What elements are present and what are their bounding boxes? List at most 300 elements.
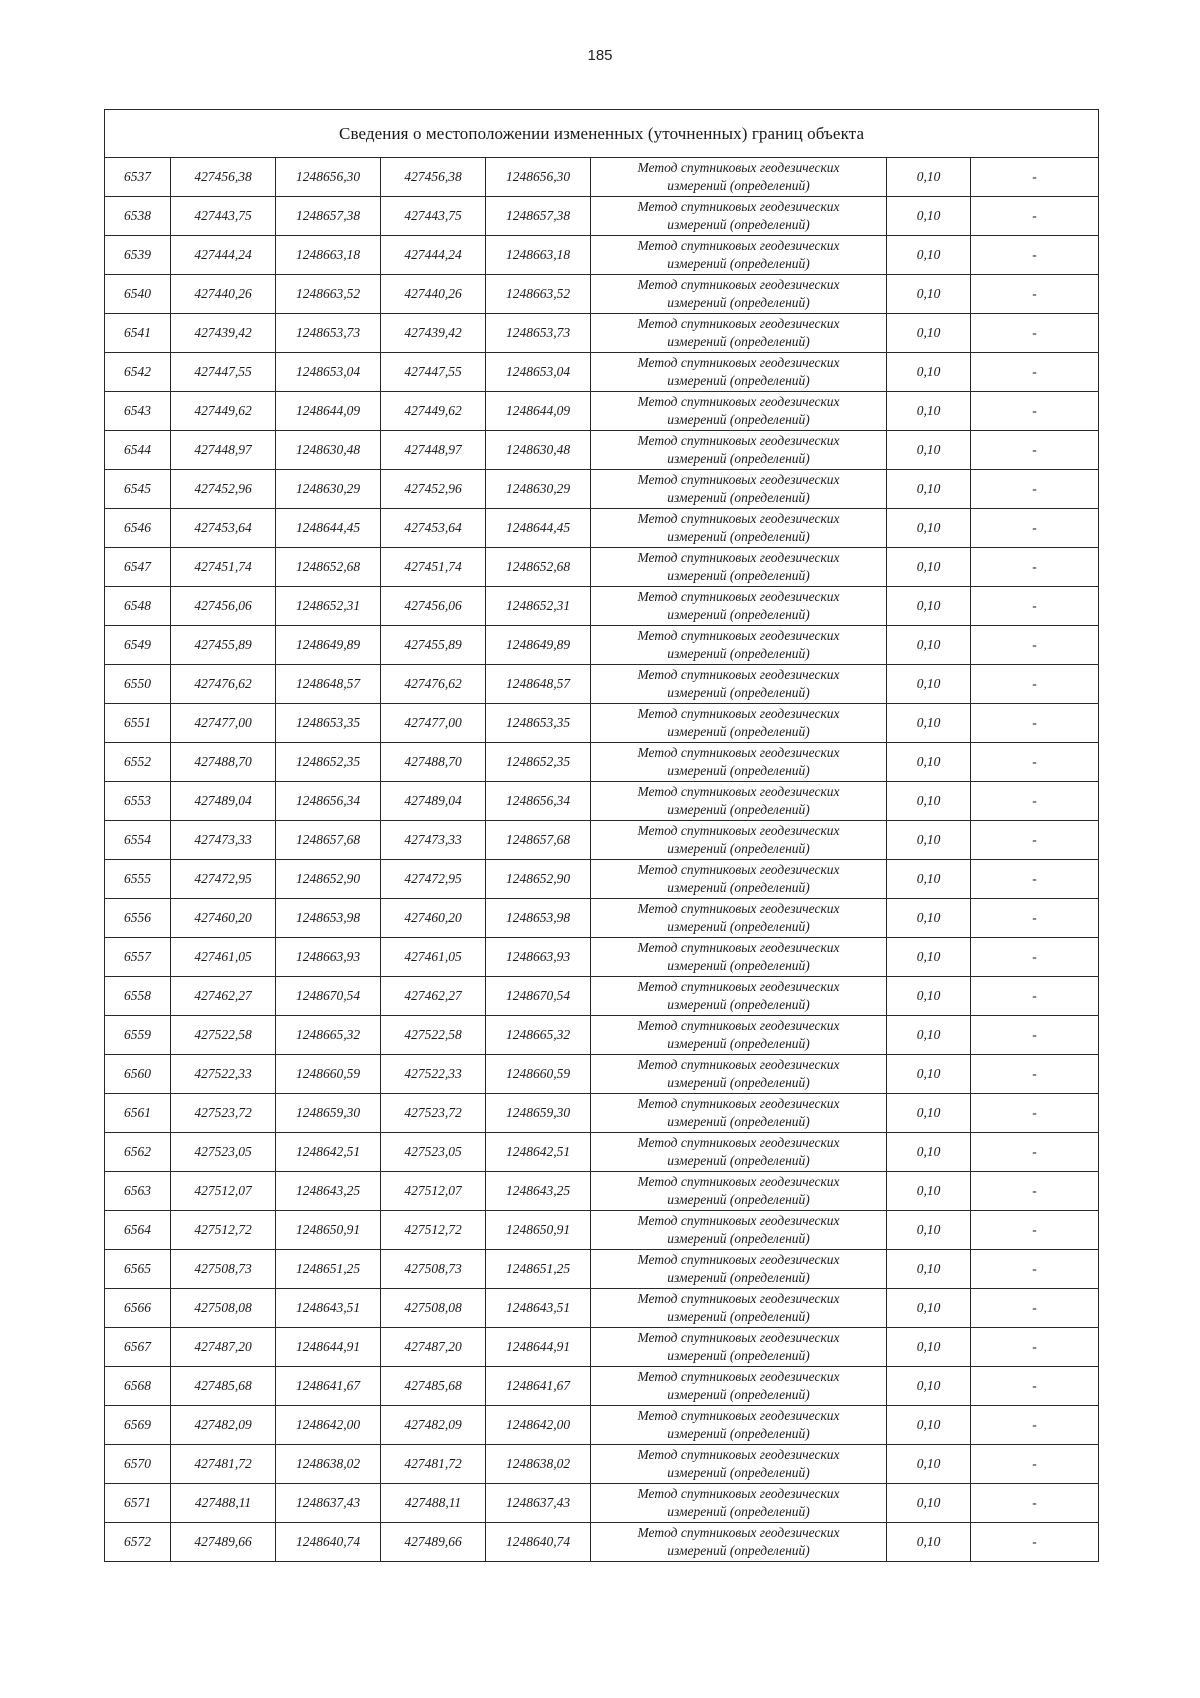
table-row — [105, 392, 1099, 431]
new-x-cell: 427489,66 — [381, 1523, 486, 1562]
accuracy-cell: 0,10 — [887, 158, 971, 197]
table-row — [105, 938, 1099, 977]
table-row — [105, 509, 1099, 548]
new-x-cell: 427508,08 — [381, 1289, 486, 1328]
note-cell: - — [971, 977, 1099, 1016]
point-number-cell: 6560 — [105, 1055, 171, 1094]
new-y-cell: 1248642,00 — [486, 1406, 591, 1445]
method-cell: Метод спутниковых геодезических измерений (определений) — [591, 665, 887, 704]
method-cell: Метод спутниковых геодезических измерений (определений) — [591, 509, 887, 548]
table-row — [105, 1406, 1099, 1445]
new-y-cell: 1248652,35 — [486, 743, 591, 782]
existing-y-cell: 1248642,00 — [276, 1406, 381, 1445]
existing-y-cell: 1248656,30 — [276, 158, 381, 197]
note-cell: - — [971, 1328, 1099, 1367]
note-cell: - — [971, 1016, 1099, 1055]
accuracy-cell: 0,10 — [887, 1445, 971, 1484]
new-x-cell: 427473,33 — [381, 821, 486, 860]
accuracy-cell: 0,10 — [887, 782, 971, 821]
accuracy-cell: 0,10 — [887, 197, 971, 236]
new-y-cell: 1248656,30 — [486, 158, 591, 197]
existing-x-cell: 427444,24 — [171, 236, 276, 275]
new-x-cell: 427451,74 — [381, 548, 486, 587]
method-cell: Метод спутниковых геодезических измерений (определений) — [591, 1250, 887, 1289]
new-y-cell: 1248638,02 — [486, 1445, 591, 1484]
note-cell: - — [971, 275, 1099, 314]
table-row — [105, 1289, 1099, 1328]
table-row — [105, 743, 1099, 782]
point-number-cell: 6563 — [105, 1172, 171, 1211]
method-cell: Метод спутниковых геодезических измерений (определений) — [591, 1133, 887, 1172]
accuracy-cell: 0,10 — [887, 1328, 971, 1367]
new-x-cell: 427456,38 — [381, 158, 486, 197]
new-x-cell: 427443,75 — [381, 197, 486, 236]
method-cell: Метод спутниковых геодезических измерений (определений) — [591, 1328, 887, 1367]
method-cell: Метод спутниковых геодезических измерений (определений) — [591, 821, 887, 860]
accuracy-cell: 0,10 — [887, 314, 971, 353]
existing-y-cell: 1248663,52 — [276, 275, 381, 314]
note-cell: - — [971, 1094, 1099, 1133]
new-y-cell: 1248650,91 — [486, 1211, 591, 1250]
point-number-cell: 6559 — [105, 1016, 171, 1055]
note-cell: - — [971, 470, 1099, 509]
existing-y-cell: 1248630,48 — [276, 431, 381, 470]
accuracy-cell: 0,10 — [887, 1250, 971, 1289]
new-y-cell: 1248656,34 — [486, 782, 591, 821]
method-cell: Метод спутниковых геодезических измерений (определений) — [591, 392, 887, 431]
method-cell: Метод спутниковых геодезических измерений (определений) — [591, 1406, 887, 1445]
page-number: 185 — [587, 47, 613, 64]
point-number-cell: 6548 — [105, 587, 171, 626]
existing-x-cell: 427508,73 — [171, 1250, 276, 1289]
table-row — [105, 1523, 1099, 1562]
method-cell: Метод спутниковых геодезических измерений (определений) — [591, 977, 887, 1016]
existing-x-cell: 427440,26 — [171, 275, 276, 314]
accuracy-cell: 0,10 — [887, 1094, 971, 1133]
new-y-cell: 1248653,73 — [486, 314, 591, 353]
new-y-cell: 1248657,38 — [486, 197, 591, 236]
existing-y-cell: 1248643,51 — [276, 1289, 381, 1328]
note-cell: - — [971, 1406, 1099, 1445]
new-x-cell: 427522,58 — [381, 1016, 486, 1055]
existing-x-cell: 427488,11 — [171, 1484, 276, 1523]
existing-x-cell: 427488,70 — [171, 743, 276, 782]
existing-y-cell: 1248659,30 — [276, 1094, 381, 1133]
new-x-cell: 427462,27 — [381, 977, 486, 1016]
table-row — [105, 197, 1099, 236]
accuracy-cell: 0,10 — [887, 1289, 971, 1328]
accuracy-cell: 0,10 — [887, 938, 971, 977]
new-y-cell: 1248670,54 — [486, 977, 591, 1016]
point-number-cell: 6540 — [105, 275, 171, 314]
note-cell: - — [971, 509, 1099, 548]
point-number-cell: 6561 — [105, 1094, 171, 1133]
accuracy-cell: 0,10 — [887, 509, 971, 548]
table-row — [105, 1484, 1099, 1523]
method-cell: Метод спутниковых геодезических измерений (определений) — [591, 899, 887, 938]
existing-y-cell: 1248648,57 — [276, 665, 381, 704]
new-x-cell: 427488,11 — [381, 1484, 486, 1523]
new-x-cell: 427447,55 — [381, 353, 486, 392]
new-x-cell: 427439,42 — [381, 314, 486, 353]
existing-x-cell: 427439,42 — [171, 314, 276, 353]
accuracy-cell: 0,10 — [887, 626, 971, 665]
note-cell: - — [971, 1250, 1099, 1289]
note-cell: - — [971, 860, 1099, 899]
table-row — [105, 158, 1099, 197]
point-number-cell: 6567 — [105, 1328, 171, 1367]
accuracy-cell: 0,10 — [887, 743, 971, 782]
existing-x-cell: 427489,04 — [171, 782, 276, 821]
point-number-cell: 6546 — [105, 509, 171, 548]
note-cell: - — [971, 587, 1099, 626]
point-number-cell: 6572 — [105, 1523, 171, 1562]
new-y-cell: 1248641,67 — [486, 1367, 591, 1406]
existing-x-cell: 427447,55 — [171, 353, 276, 392]
existing-y-cell: 1248650,91 — [276, 1211, 381, 1250]
point-number-cell: 6568 — [105, 1367, 171, 1406]
point-number-cell: 6569 — [105, 1406, 171, 1445]
table-row — [105, 821, 1099, 860]
new-y-cell: 1248644,91 — [486, 1328, 591, 1367]
table-row — [105, 977, 1099, 1016]
existing-y-cell: 1248656,34 — [276, 782, 381, 821]
method-cell: Метод спутниковых геодезических измерений (определений) — [591, 236, 887, 275]
table-row — [105, 587, 1099, 626]
existing-x-cell: 427523,72 — [171, 1094, 276, 1133]
existing-x-cell: 427476,62 — [171, 665, 276, 704]
existing-y-cell: 1248643,25 — [276, 1172, 381, 1211]
note-cell: - — [971, 431, 1099, 470]
existing-x-cell: 427443,75 — [171, 197, 276, 236]
existing-y-cell: 1248670,54 — [276, 977, 381, 1016]
new-x-cell: 427440,26 — [381, 275, 486, 314]
new-y-cell: 1248663,93 — [486, 938, 591, 977]
method-cell: Метод спутниковых геодезических измерений (определений) — [591, 1523, 887, 1562]
note-cell: - — [971, 626, 1099, 665]
existing-x-cell: 427522,58 — [171, 1016, 276, 1055]
accuracy-cell: 0,10 — [887, 1016, 971, 1055]
table-row — [105, 1094, 1099, 1133]
method-cell: Метод спутниковых геодезических измерений (определений) — [591, 782, 887, 821]
table-row — [105, 1172, 1099, 1211]
accuracy-cell: 0,10 — [887, 1484, 971, 1523]
new-x-cell: 427472,95 — [381, 860, 486, 899]
table-title: Сведения о местоположении измененных (уточненных) границ объекта — [105, 110, 1099, 158]
existing-x-cell: 427508,08 — [171, 1289, 276, 1328]
point-number-cell: 6565 — [105, 1250, 171, 1289]
method-cell: Метод спутниковых геодезических измерений (определений) — [591, 470, 887, 509]
table-row — [105, 431, 1099, 470]
method-cell: Метод спутниковых геодезических измерений (определений) — [591, 1211, 887, 1250]
point-number-cell: 6543 — [105, 392, 171, 431]
method-cell: Метод спутниковых геодезических измерений (определений) — [591, 587, 887, 626]
point-number-cell: 6549 — [105, 626, 171, 665]
point-number-cell: 6544 — [105, 431, 171, 470]
note-cell: - — [971, 1133, 1099, 1172]
new-y-cell: 1248637,43 — [486, 1484, 591, 1523]
existing-y-cell: 1248649,89 — [276, 626, 381, 665]
existing-y-cell: 1248663,18 — [276, 236, 381, 275]
table-row — [105, 1328, 1099, 1367]
note-cell: - — [971, 158, 1099, 197]
accuracy-cell: 0,10 — [887, 1406, 971, 1445]
table-row — [105, 470, 1099, 509]
new-x-cell: 427508,73 — [381, 1250, 486, 1289]
note-cell: - — [971, 314, 1099, 353]
point-number-cell: 6538 — [105, 197, 171, 236]
note-cell: - — [971, 782, 1099, 821]
existing-x-cell: 427451,74 — [171, 548, 276, 587]
existing-y-cell: 1248663,93 — [276, 938, 381, 977]
point-number-cell: 6562 — [105, 1133, 171, 1172]
table-row — [105, 1445, 1099, 1484]
existing-x-cell: 427485,68 — [171, 1367, 276, 1406]
method-cell: Метод спутниковых геодезических измерений (определений) — [591, 548, 887, 587]
accuracy-cell: 0,10 — [887, 1133, 971, 1172]
point-number-cell: 6566 — [105, 1289, 171, 1328]
existing-x-cell: 427481,72 — [171, 1445, 276, 1484]
new-x-cell: 427481,72 — [381, 1445, 486, 1484]
new-y-cell: 1248657,68 — [486, 821, 591, 860]
existing-y-cell: 1248630,29 — [276, 470, 381, 509]
table-row — [105, 899, 1099, 938]
existing-y-cell: 1248657,38 — [276, 197, 381, 236]
existing-x-cell: 427460,20 — [171, 899, 276, 938]
accuracy-cell: 0,10 — [887, 860, 971, 899]
existing-y-cell: 1248652,35 — [276, 743, 381, 782]
new-x-cell: 427444,24 — [381, 236, 486, 275]
new-y-cell: 1248651,25 — [486, 1250, 591, 1289]
existing-y-cell: 1248653,35 — [276, 704, 381, 743]
new-y-cell: 1248640,74 — [486, 1523, 591, 1562]
new-x-cell: 427448,97 — [381, 431, 486, 470]
accuracy-cell: 0,10 — [887, 1211, 971, 1250]
new-x-cell: 427456,06 — [381, 587, 486, 626]
point-number-cell: 6554 — [105, 821, 171, 860]
accuracy-cell: 0,10 — [887, 548, 971, 587]
existing-x-cell: 427448,97 — [171, 431, 276, 470]
new-y-cell: 1248653,35 — [486, 704, 591, 743]
table-row — [105, 626, 1099, 665]
existing-x-cell: 427456,38 — [171, 158, 276, 197]
note-cell: - — [971, 1367, 1099, 1406]
note-cell: - — [971, 1445, 1099, 1484]
existing-x-cell: 427456,06 — [171, 587, 276, 626]
new-y-cell: 1248642,51 — [486, 1133, 591, 1172]
new-y-cell: 1248663,18 — [486, 236, 591, 275]
table-row — [105, 1055, 1099, 1094]
accuracy-cell: 0,10 — [887, 236, 971, 275]
method-cell: Метод спутниковых геодезических измерений (определений) — [591, 704, 887, 743]
existing-x-cell: 427489,66 — [171, 1523, 276, 1562]
existing-x-cell: 427477,00 — [171, 704, 276, 743]
new-y-cell: 1248652,31 — [486, 587, 591, 626]
method-cell: Метод спутниковых геодезических измерений (определений) — [591, 314, 887, 353]
accuracy-cell: 0,10 — [887, 392, 971, 431]
existing-y-cell: 1248641,67 — [276, 1367, 381, 1406]
point-number-cell: 6555 — [105, 860, 171, 899]
note-cell: - — [971, 1172, 1099, 1211]
method-cell: Метод спутниковых геодезических измерений (определений) — [591, 1055, 887, 1094]
method-cell: Метод спутниковых геодезических измерений (определений) — [591, 197, 887, 236]
point-number-cell: 6551 — [105, 704, 171, 743]
new-x-cell: 427452,96 — [381, 470, 486, 509]
existing-y-cell: 1248640,74 — [276, 1523, 381, 1562]
note-cell: - — [971, 1055, 1099, 1094]
new-y-cell: 1248653,04 — [486, 353, 591, 392]
new-x-cell: 427487,20 — [381, 1328, 486, 1367]
note-cell: - — [971, 1484, 1099, 1523]
method-cell: Метод спутниковых геодезических измерений (определений) — [591, 275, 887, 314]
point-number-cell: 6541 — [105, 314, 171, 353]
table-row — [105, 548, 1099, 587]
new-y-cell: 1248652,90 — [486, 860, 591, 899]
new-y-cell: 1248663,52 — [486, 275, 591, 314]
new-y-cell: 1248643,25 — [486, 1172, 591, 1211]
method-cell: Метод спутниковых геодезических измерений (определений) — [591, 1484, 887, 1523]
point-number-cell: 6545 — [105, 470, 171, 509]
method-cell: Метод спутниковых геодезических измерений (определений) — [591, 860, 887, 899]
method-cell: Метод спутниковых геодезических измерений (определений) — [591, 1094, 887, 1133]
accuracy-cell: 0,10 — [887, 1367, 971, 1406]
accuracy-cell: 0,10 — [887, 470, 971, 509]
accuracy-cell: 0,10 — [887, 275, 971, 314]
existing-x-cell: 427453,64 — [171, 509, 276, 548]
table-row — [105, 1016, 1099, 1055]
note-cell: - — [971, 353, 1099, 392]
accuracy-cell: 0,10 — [887, 353, 971, 392]
existing-x-cell: 427455,89 — [171, 626, 276, 665]
accuracy-cell: 0,10 — [887, 704, 971, 743]
table-row — [105, 860, 1099, 899]
table-row — [105, 665, 1099, 704]
point-number-cell: 6558 — [105, 977, 171, 1016]
accuracy-cell: 0,10 — [887, 1172, 971, 1211]
point-number-cell: 6553 — [105, 782, 171, 821]
existing-x-cell: 427449,62 — [171, 392, 276, 431]
existing-y-cell: 1248652,31 — [276, 587, 381, 626]
table-row — [105, 782, 1099, 821]
method-cell: Метод спутниковых геодезических измерений (определений) — [591, 431, 887, 470]
new-y-cell: 1248659,30 — [486, 1094, 591, 1133]
table-row — [105, 1367, 1099, 1406]
accuracy-cell: 0,10 — [887, 665, 971, 704]
table-row — [105, 275, 1099, 314]
note-cell: - — [971, 821, 1099, 860]
table-row — [105, 1211, 1099, 1250]
point-number-cell: 6552 — [105, 743, 171, 782]
accuracy-cell: 0,10 — [887, 1523, 971, 1562]
table-row — [105, 704, 1099, 743]
note-cell: - — [971, 938, 1099, 977]
method-cell: Метод спутниковых геодезических измерений (определений) — [591, 1289, 887, 1328]
existing-y-cell: 1248653,04 — [276, 353, 381, 392]
new-x-cell: 427453,64 — [381, 509, 486, 548]
method-cell: Метод спутниковых геодезических измерений (определений) — [591, 353, 887, 392]
existing-y-cell: 1248653,98 — [276, 899, 381, 938]
table-row — [105, 353, 1099, 392]
table-title-row — [105, 110, 1099, 158]
accuracy-cell: 0,10 — [887, 899, 971, 938]
existing-x-cell: 427523,05 — [171, 1133, 276, 1172]
existing-x-cell: 427461,05 — [171, 938, 276, 977]
point-number-cell: 6570 — [105, 1445, 171, 1484]
new-y-cell: 1248644,45 — [486, 509, 591, 548]
new-x-cell: 427485,68 — [381, 1367, 486, 1406]
note-cell: - — [971, 1289, 1099, 1328]
point-number-cell: 6557 — [105, 938, 171, 977]
new-y-cell: 1248660,59 — [486, 1055, 591, 1094]
note-cell: - — [971, 743, 1099, 782]
existing-x-cell: 427512,72 — [171, 1211, 276, 1250]
note-cell: - — [971, 197, 1099, 236]
existing-y-cell: 1248644,09 — [276, 392, 381, 431]
point-number-cell: 6571 — [105, 1484, 171, 1523]
new-x-cell: 427477,00 — [381, 704, 486, 743]
existing-y-cell: 1248642,51 — [276, 1133, 381, 1172]
table-row — [105, 314, 1099, 353]
existing-x-cell: 427473,33 — [171, 821, 276, 860]
new-x-cell: 427522,33 — [381, 1055, 486, 1094]
table-row — [105, 1250, 1099, 1289]
existing-x-cell: 427522,33 — [171, 1055, 276, 1094]
boundary-coordinates-table — [104, 109, 1099, 1562]
accuracy-cell: 0,10 — [887, 1055, 971, 1094]
new-y-cell: 1248630,29 — [486, 470, 591, 509]
method-cell: Метод спутниковых геодезических измерений (определений) — [591, 743, 887, 782]
new-x-cell: 427455,89 — [381, 626, 486, 665]
existing-x-cell: 427452,96 — [171, 470, 276, 509]
new-y-cell: 1248648,57 — [486, 665, 591, 704]
table-body — [105, 110, 1099, 1562]
existing-x-cell: 427512,07 — [171, 1172, 276, 1211]
note-cell: - — [971, 899, 1099, 938]
method-cell: Метод спутниковых геодезических измерений (определений) — [591, 1445, 887, 1484]
point-number-cell: 6537 — [105, 158, 171, 197]
new-x-cell: 427523,05 — [381, 1133, 486, 1172]
new-x-cell: 427512,07 — [381, 1172, 486, 1211]
note-cell: - — [971, 665, 1099, 704]
table-row — [105, 1133, 1099, 1172]
note-cell: - — [971, 1211, 1099, 1250]
new-x-cell: 427523,72 — [381, 1094, 486, 1133]
accuracy-cell: 0,10 — [887, 587, 971, 626]
method-cell: Метод спутниковых геодезических измерений (определений) — [591, 1367, 887, 1406]
note-cell: - — [971, 704, 1099, 743]
new-x-cell: 427460,20 — [381, 899, 486, 938]
new-x-cell: 427488,70 — [381, 743, 486, 782]
accuracy-cell: 0,10 — [887, 977, 971, 1016]
new-x-cell: 427449,62 — [381, 392, 486, 431]
existing-y-cell: 1248644,91 — [276, 1328, 381, 1367]
new-x-cell: 427512,72 — [381, 1211, 486, 1250]
new-x-cell: 427482,09 — [381, 1406, 486, 1445]
existing-y-cell: 1248653,73 — [276, 314, 381, 353]
point-number-cell: 6547 — [105, 548, 171, 587]
new-y-cell: 1248652,68 — [486, 548, 591, 587]
existing-y-cell: 1248637,43 — [276, 1484, 381, 1523]
existing-x-cell: 427487,20 — [171, 1328, 276, 1367]
point-number-cell: 6564 — [105, 1211, 171, 1250]
new-x-cell: 427476,62 — [381, 665, 486, 704]
new-y-cell: 1248649,89 — [486, 626, 591, 665]
point-number-cell: 6539 — [105, 236, 171, 275]
new-y-cell: 1248630,48 — [486, 431, 591, 470]
existing-y-cell: 1248651,25 — [276, 1250, 381, 1289]
existing-y-cell: 1248665,32 — [276, 1016, 381, 1055]
existing-y-cell: 1248638,02 — [276, 1445, 381, 1484]
